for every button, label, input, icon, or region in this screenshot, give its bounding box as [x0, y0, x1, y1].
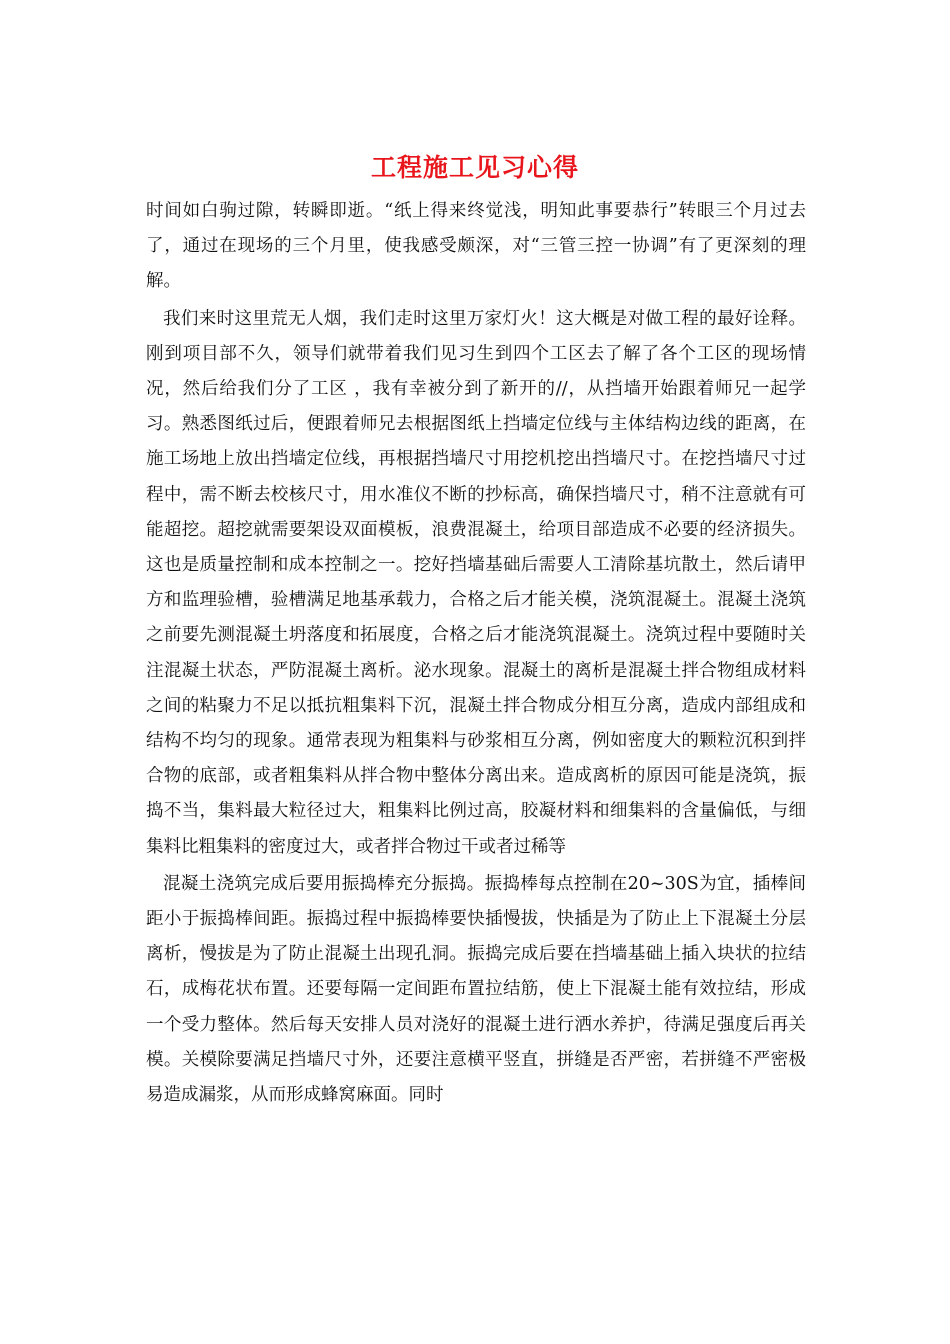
- document-body: [146, 194, 806, 1113]
- document-title: 工程施工见习心得: [370, 153, 579, 182]
- paragraph-intro: 时间如白驹过隙，转瞬即逝。“纸上得来终觉浅，明知此事要恭行”转眼三个月过去了，通过在现场的三个月里，使我感受颇深，对“三管三控一协调”有了更深刻的理解。: [146, 201, 806, 292]
- paragraph-vibration: 混凝土浇筑完成后要用振捣棒充分振捣。振捣棒每点控制在20~30S为宜，插棒间距小于振捣棒间距。振捣过程中振捣棒要快插慢拔，快插是为了防止上下混凝土分层离析，慢拔是为了防止混凝土出现孔洞。振捣完成后要在挡墙基础上插入块状的拉结石，成梅花状布置。还要每隔一定间距布置拉结筋，使上下混凝土能有效拉结，形成一个受力整体。然后每天安排人员对浇好的混凝土进行洒水养护，待满足强度后再关模。关模除要满足挡墙尺寸外，还要注意横平竖直，拼缝是否严密，若拼缝不严密极易造成漏浆，从而形成蜂窝麻面。同时: [146, 873, 806, 1106]
- paragraph-retaining-wall: 我们来时这里荒无人烟，我们走时这里万家灯火！这大概是对做工程的最好诠释。刚到项目部不久，领导们就带着我们见习生到四个工区去了解了各个工区的现场情况，然后给我们分了工区 ，我有幸被分到了新开的//，从挡墙开始跟着师兄一起学习。熟悉图纸过后，便跟着师兄去根据图纸上挡墙定位线与主体结构边线的距离，在施工场地上放出挡墙定位线，再根据挡墙尺寸用挖机挖出挡墙尺寸。在挖挡墙尺寸过程中，需不断去校核尺寸，用水准仪不断的抄标高，确保挡墙尺寸，稍不注意就有可能超挖。超挖就需要架设双面模板，浪费混凝土，给项目部造成不必要的经济损失。这也是质量控制和成本控制之一。挖好挡墙基础后需要人工清除基坑散土，然后请甲方和监理验槽，验槽满足地基承载力，合格之后才能关模，浇筑混凝土。混凝土浇筑之前要先测混凝土坍落度和拓展度，合格之后才能浇筑混凝土。浇筑过程中要随时关注混凝土状态，严防混凝土离析。泌水现象。混凝土的离析是混凝土拌合物组成材料之间的粘聚力不足以抵抗粗集料下沉，混凝土拌合物成分相互分离，造成内部组成和结构不均匀的现象。通常表现为粗集料与砂浆相互分离，例如密度大的颗粒沉积到拌合物的底部，或者粗集料从拌合物中整体分离出来。造成离析的原因可能是浇筑，振捣不当，集料最大粒径过大，粗集料比例过高，胶凝材料和细集料的含量偏低，与细集料比粗集料的密度过大，或者拌合物过干或者过稀等: [146, 308, 806, 857]
